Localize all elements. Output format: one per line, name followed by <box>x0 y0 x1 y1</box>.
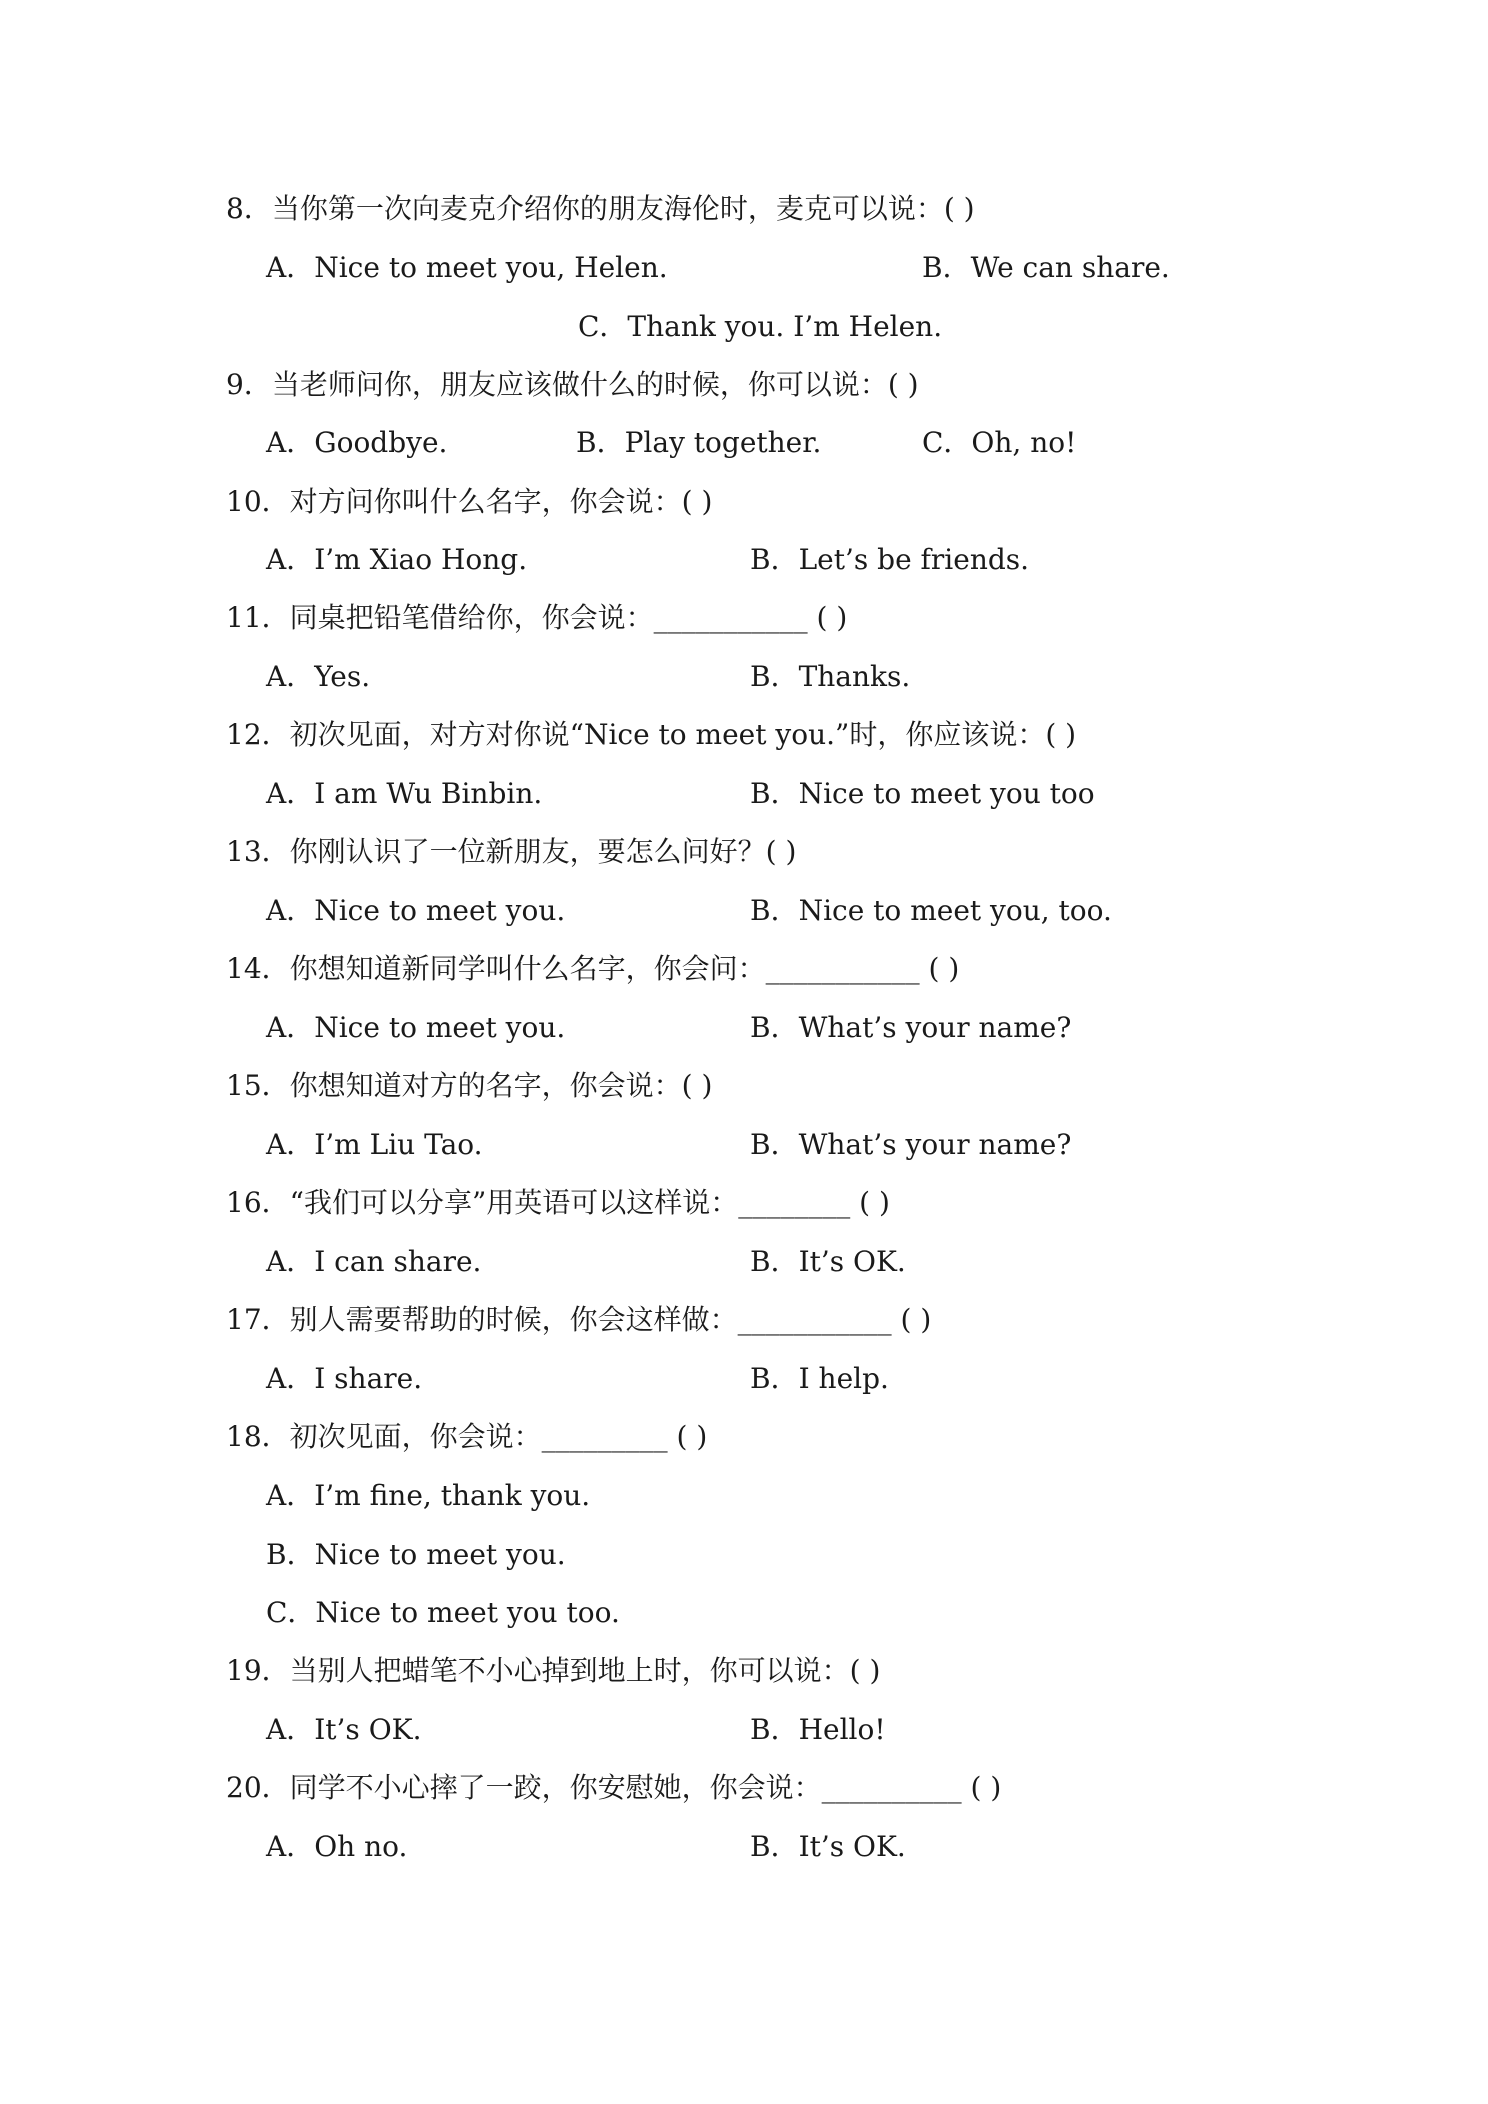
question-stem: 11．同桌把铅笔借给你，你会说：___________ ( ) <box>226 601 848 634</box>
options-row <box>0 1701 1488 1759</box>
question-9 <box>0 356 1488 414</box>
options-row <box>0 765 1488 823</box>
option-b[interactable]: B．Let’s be friends. <box>750 543 1030 576</box>
option-a[interactable]: A．I’m Xiao Hong. <box>266 543 528 576</box>
options-row <box>0 1818 1488 1876</box>
option-b[interactable]: B．Nice to meet you too <box>750 777 1095 810</box>
option-c[interactable]: C．Oh, no! <box>922 426 1077 459</box>
option-b[interactable]: B．What’s your name? <box>750 1011 1072 1044</box>
options-row <box>0 999 1488 1057</box>
question-14 <box>0 940 1488 998</box>
question-stem: 8．当你第一次向麦克介绍你的朋友海伦时，麦克可以说：( ) <box>226 192 975 225</box>
option-c[interactable]: C．Thank you. I’m Helen. <box>578 310 943 343</box>
option-a[interactable]: A．Nice to meet you. <box>266 894 566 927</box>
question-10 <box>0 473 1488 531</box>
question-16 <box>0 1174 1488 1232</box>
options-row <box>0 648 1488 706</box>
question-15 <box>0 1057 1488 1115</box>
option-a[interactable]: A．Oh no. <box>266 1830 408 1863</box>
option-a[interactable]: A．Nice to meet you. <box>266 1011 566 1044</box>
options-row <box>0 882 1488 940</box>
question-17 <box>0 1291 1488 1349</box>
option-a[interactable]: A．It’s OK. <box>266 1713 422 1746</box>
options-row <box>0 414 1488 472</box>
question-13 <box>0 823 1488 881</box>
question-stem: 15．你想知道对方的名字，你会说：( ) <box>226 1069 713 1102</box>
question-stem: 9．当老师问你，朋友应该做什么的时候，你可以说：( ) <box>226 368 919 401</box>
option-a[interactable]: A．I’m Liu Tao. <box>266 1128 483 1161</box>
question-stem: 20．同学不小心摔了一跤，你安慰她，你会说：__________ ( ) <box>226 1771 1002 1804</box>
question-12 <box>0 706 1488 764</box>
option-b[interactable]: B．We can share. <box>922 251 1170 284</box>
question-stem: 12．初次见面，对方对你说“Nice to meet you.”时，你应该说：( ) <box>226 718 1077 751</box>
option-a[interactable]: A．Goodbye. <box>266 426 448 459</box>
options-row <box>0 1467 1488 1525</box>
question-18 <box>0 1408 1488 1466</box>
options-row <box>0 531 1488 589</box>
option-b[interactable]: B．Nice to meet you. <box>266 1538 566 1571</box>
option-a[interactable]: A．Nice to meet you, Helen. <box>266 251 668 284</box>
option-b[interactable]: B．Nice to meet you, too. <box>750 894 1112 927</box>
question-stem: 14．你想知道新同学叫什么名字，你会问：___________ ( ) <box>226 952 960 985</box>
option-b[interactable]: B．What’s your name? <box>750 1128 1072 1161</box>
options-row <box>0 239 1488 297</box>
option-b[interactable]: B．Play together. <box>576 426 822 459</box>
question-11 <box>0 589 1488 647</box>
options-row <box>0 1233 1488 1291</box>
options-row <box>0 298 1488 356</box>
option-a[interactable]: A．I share. <box>266 1362 423 1395</box>
question-19 <box>0 1642 1488 1700</box>
option-b[interactable]: B．Thanks. <box>750 660 911 693</box>
question-stem: 10．对方问你叫什么名字，你会说：( ) <box>226 485 713 518</box>
option-a[interactable]: A．I’m fine, thank you. <box>266 1479 591 1512</box>
options-row <box>0 1350 1488 1408</box>
option-c[interactable]: C．Nice to meet you too. <box>266 1596 620 1629</box>
question-stem: 17．别人需要帮助的时候，你会这样做：___________ ( ) <box>226 1303 932 1336</box>
options-row <box>0 1526 1488 1584</box>
question-stem: 16．“我们可以分享”用英语可以这样说：________ ( ) <box>226 1186 890 1219</box>
option-b[interactable]: B．Hello! <box>750 1713 886 1746</box>
question-stem: 19．当别人把蜡笔不小心掉到地上时，你可以说：( ) <box>226 1654 881 1687</box>
option-b[interactable]: B．I help. <box>750 1362 889 1395</box>
option-a[interactable]: A．Yes. <box>266 660 371 693</box>
question-8 <box>0 180 1488 238</box>
option-b[interactable]: B．It’s OK. <box>750 1830 906 1863</box>
option-a[interactable]: A．I am Wu Binbin. <box>266 777 543 810</box>
question-stem: 18．初次见面，你会说：_________ ( ) <box>226 1420 708 1453</box>
question-20 <box>0 1759 1488 1817</box>
options-row <box>0 1584 1488 1642</box>
options-row <box>0 1116 1488 1174</box>
option-b[interactable]: B．It’s OK. <box>750 1245 906 1278</box>
option-a[interactable]: A．I can share. <box>266 1245 482 1278</box>
question-stem: 13．你刚认识了一位新朋友，要怎么问好？( ) <box>226 835 797 868</box>
